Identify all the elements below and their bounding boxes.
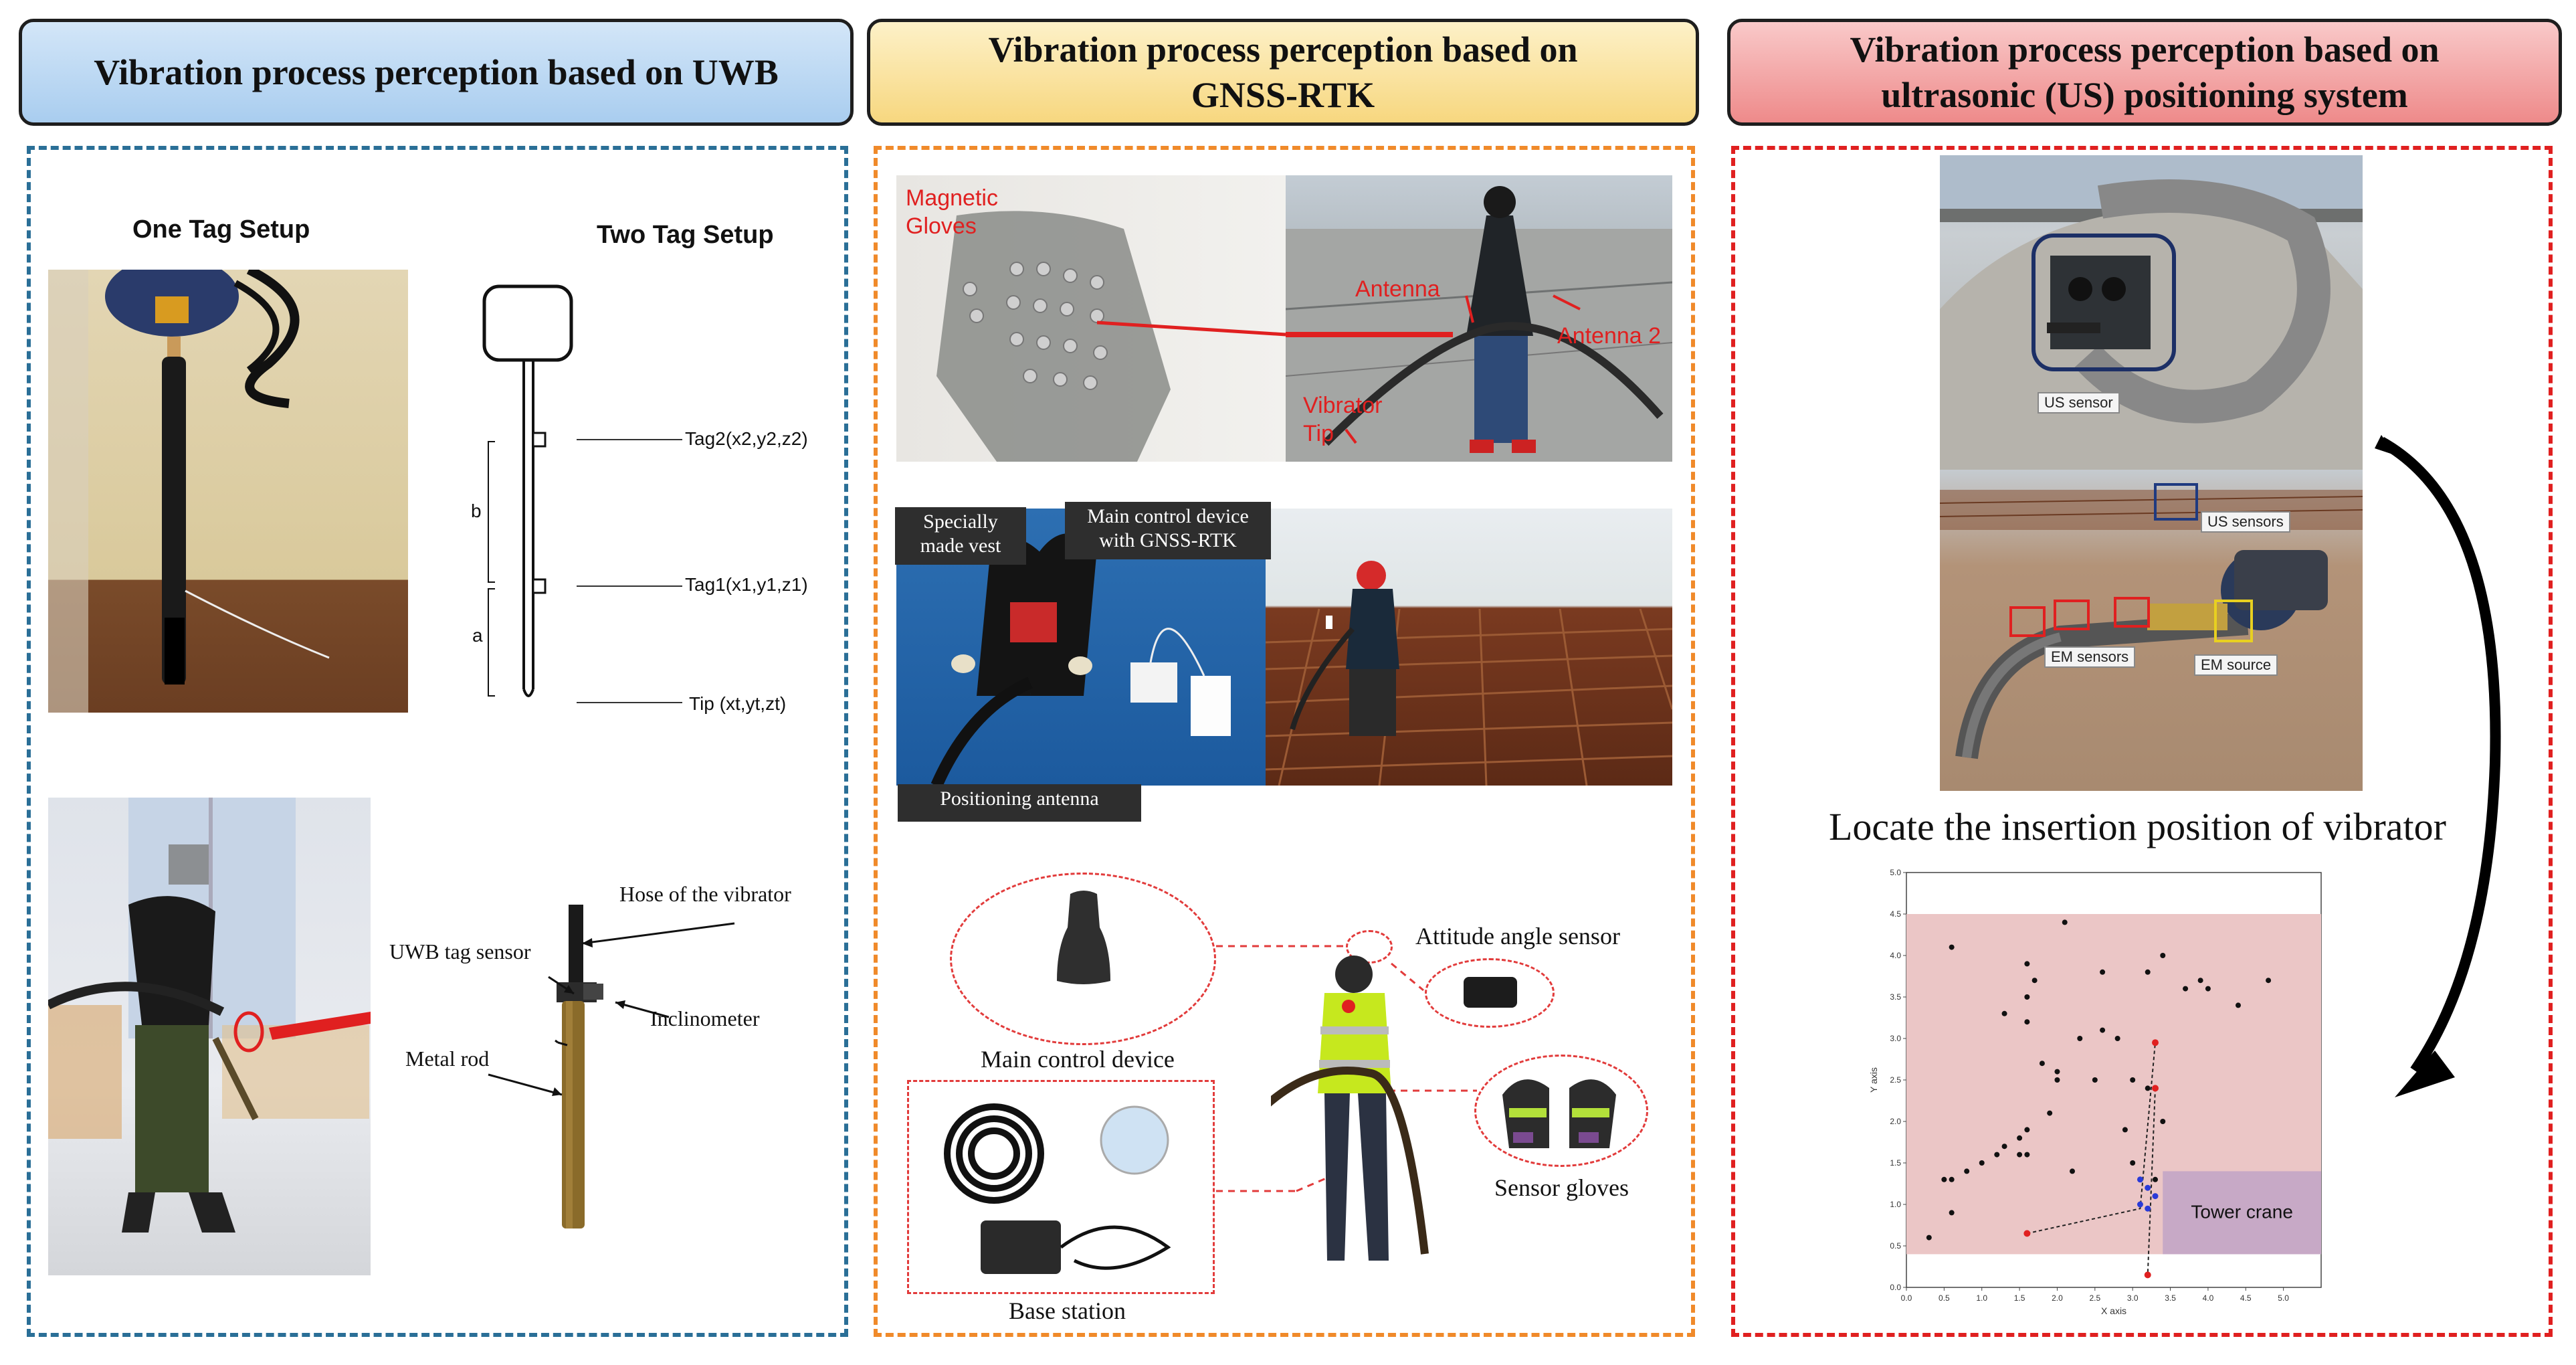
rod-leader-lines bbox=[468, 897, 803, 1071]
sensor-gloves-icon bbox=[1496, 1068, 1629, 1155]
black-point bbox=[1964, 1168, 1969, 1174]
inclinometer-label: Inclinometer bbox=[650, 1006, 760, 1030]
main-control-device-icon bbox=[1044, 887, 1124, 994]
x-tick-label: 2.0 bbox=[2052, 1293, 2063, 1303]
black-point bbox=[2054, 1069, 2060, 1075]
black-point bbox=[2070, 1168, 2075, 1174]
vest-label-1: Specially bbox=[923, 511, 998, 533]
x-tick-label: 1.5 bbox=[2013, 1293, 2025, 1303]
attitude-sensor-icon bbox=[1461, 972, 1521, 1012]
black-point bbox=[2160, 953, 2165, 958]
a-label: a bbox=[472, 625, 483, 646]
x-tick-label: 2.5 bbox=[2089, 1293, 2101, 1303]
x-tick-label: 0.5 bbox=[1939, 1293, 1950, 1303]
black-point bbox=[2002, 1011, 2007, 1016]
y-tick-label: 5.0 bbox=[1890, 868, 1901, 877]
black-point bbox=[2024, 994, 2029, 1000]
positioning-antenna-label: Positioning antenna bbox=[898, 784, 1141, 822]
x-axis-label: X axis bbox=[2100, 1305, 2127, 1316]
curved-arrow bbox=[2368, 428, 2515, 1097]
us-sensor-tag: US sensor bbox=[2038, 392, 2120, 414]
black-point bbox=[2130, 1160, 2135, 1166]
black-point bbox=[2115, 1036, 2120, 1041]
main-control-gnss-label-1: Main control device bbox=[1087, 505, 1249, 527]
two-tag-diagram bbox=[468, 274, 843, 729]
black-point bbox=[2266, 978, 2271, 983]
black-point bbox=[2062, 919, 2068, 925]
y-axis-label: Y axis bbox=[1868, 1067, 1879, 1093]
x-tick-label: 3.5 bbox=[2165, 1293, 2176, 1303]
black-point bbox=[2160, 1119, 2165, 1124]
main-control-device-label: Main control device bbox=[981, 1046, 1175, 1073]
black-point bbox=[1994, 1152, 1999, 1158]
blue-point bbox=[2145, 1206, 2151, 1212]
magnetic-gloves-label-2: Gloves bbox=[906, 213, 977, 239]
blue-point bbox=[2145, 1185, 2151, 1191]
black-point bbox=[2198, 978, 2203, 983]
attitude-sensor-label: Attitude angle sensor bbox=[1415, 923, 1620, 949]
black-point bbox=[2047, 1111, 2052, 1116]
black-point bbox=[2130, 1077, 2135, 1083]
black-point bbox=[2100, 970, 2105, 975]
black-point bbox=[2040, 1061, 2045, 1066]
us-sensor-photo bbox=[1940, 155, 2363, 470]
red-point bbox=[2152, 1039, 2159, 1046]
vibrator-tip-label-1: Vibrator bbox=[1303, 393, 1383, 418]
blue-point bbox=[2153, 1193, 2159, 1199]
vest-label bbox=[895, 507, 1026, 565]
base-station-label: Base station bbox=[1009, 1297, 1126, 1324]
em-sensor-photo bbox=[1940, 470, 2363, 791]
one-tag-photo bbox=[48, 270, 408, 713]
blue-point bbox=[2137, 1176, 2143, 1182]
tag1-label: Tag1(x1,y1,z1) bbox=[685, 574, 808, 595]
base-station-icon bbox=[914, 1087, 1208, 1287]
insertion-scatter-chart bbox=[1846, 863, 2328, 1318]
y-tick-label: 3.0 bbox=[1890, 1034, 1901, 1043]
black-point bbox=[2145, 1085, 2151, 1091]
y-tick-label: 0.5 bbox=[1890, 1241, 1901, 1251]
y-tick-label: 0.0 bbox=[1890, 1283, 1901, 1292]
metal-rod-label: Metal rod bbox=[405, 1046, 490, 1071]
black-point bbox=[2153, 1177, 2158, 1182]
black-point bbox=[1979, 1160, 1985, 1166]
two-tag-title: Two Tag Setup bbox=[597, 221, 774, 249]
em-sensors-tag: EM sensors bbox=[2044, 646, 2135, 668]
gnss-header-line1: Vibration process perception based on bbox=[988, 29, 1578, 70]
uwb-tag-label: UWB tag sensor bbox=[389, 939, 531, 964]
gnss-header bbox=[867, 19, 1699, 126]
y-tick-label: 4.5 bbox=[1890, 909, 1901, 919]
black-point bbox=[2077, 1036, 2082, 1041]
y-tick-label: 2.0 bbox=[1890, 1117, 1901, 1126]
black-point bbox=[2092, 1077, 2098, 1083]
us-header-line2: ultrasonic (US) positioning system bbox=[1881, 75, 2408, 115]
rebar-worker-photo bbox=[1266, 509, 1672, 786]
tower-crane-label: Tower crane bbox=[2191, 1201, 2293, 1222]
vibrator-tip-label-2: Tip bbox=[1303, 421, 1334, 446]
black-point bbox=[2236, 1002, 2241, 1008]
em-source-tag: EM source bbox=[2194, 654, 2278, 676]
black-point bbox=[1949, 1177, 1955, 1182]
us-sensors-tag: US sensors bbox=[2201, 511, 2290, 533]
vest-label-2: made vest bbox=[920, 535, 1001, 557]
red-point bbox=[2023, 1230, 2030, 1237]
tip-label: Tip (xt,yt,zt) bbox=[689, 693, 787, 714]
y-tick-label: 4.0 bbox=[1890, 951, 1901, 960]
tag2-label: Tag2(x2,y2,z2) bbox=[685, 428, 808, 449]
black-point bbox=[2024, 1019, 2029, 1024]
uwb-header bbox=[19, 19, 854, 126]
black-point bbox=[2024, 1152, 2029, 1158]
x-tick-label: 0.0 bbox=[1900, 1293, 1912, 1303]
y-tick-label: 1.5 bbox=[1890, 1158, 1901, 1168]
antenna-label: Antenna bbox=[1355, 276, 1440, 302]
y-tick-label: 1.0 bbox=[1890, 1200, 1901, 1209]
x-tick-label: 3.0 bbox=[2126, 1293, 2139, 1303]
b-label: b bbox=[471, 500, 482, 521]
y-tick-label: 3.5 bbox=[1890, 992, 1901, 1002]
blue-point bbox=[2137, 1202, 2143, 1208]
sensor-gloves-label: Sensor gloves bbox=[1494, 1174, 1629, 1201]
black-point bbox=[2205, 986, 2211, 992]
red-point bbox=[2145, 1271, 2151, 1278]
black-point bbox=[2017, 1152, 2022, 1158]
x-tick-label: 4.5 bbox=[2240, 1293, 2252, 1303]
locate-caption: Locate the insertion position of vibrator bbox=[1829, 805, 2446, 848]
main-control-gnss-label bbox=[1065, 502, 1271, 559]
black-point bbox=[2017, 1135, 2022, 1141]
metal-rod-leader bbox=[475, 1067, 609, 1107]
uwb-worker-photo bbox=[48, 798, 371, 1275]
black-point bbox=[1949, 945, 1955, 950]
x-tick-label: 5.0 bbox=[2278, 1293, 2289, 1303]
uwb-header-title: Vibration process perception based on UWB bbox=[94, 52, 779, 92]
y-tick-label: 2.5 bbox=[1890, 1075, 1901, 1085]
hose-label: Hose of the vibrator bbox=[619, 882, 791, 906]
gnss-worker-figure bbox=[1271, 939, 1445, 1274]
black-point bbox=[1926, 1235, 1932, 1241]
gnss-header-line2: GNSS-RTK bbox=[1191, 75, 1375, 115]
antenna2-label: Antenna 2 bbox=[1557, 323, 1662, 349]
us-header bbox=[1727, 19, 2562, 126]
black-point bbox=[2145, 970, 2151, 975]
black-point bbox=[2032, 978, 2038, 983]
black-point bbox=[2100, 1028, 2105, 1033]
black-point bbox=[2122, 1127, 2128, 1132]
black-point bbox=[2183, 986, 2188, 992]
main-control-gnss-label-2: with GNSS-RTK bbox=[1099, 529, 1237, 551]
black-point bbox=[2002, 1144, 2007, 1149]
x-tick-label: 1.0 bbox=[1976, 1293, 1988, 1303]
black-point bbox=[1949, 1210, 1955, 1215]
red-point bbox=[2152, 1085, 2159, 1091]
magnetic-gloves-label-1: Magnetic bbox=[906, 185, 998, 211]
black-point bbox=[2054, 1077, 2060, 1083]
black-point bbox=[2024, 1127, 2029, 1132]
x-tick-label: 4.0 bbox=[2202, 1293, 2214, 1303]
black-point bbox=[1941, 1177, 1947, 1182]
black-point bbox=[2024, 961, 2029, 966]
one-tag-title: One Tag Setup bbox=[132, 215, 310, 244]
us-header-line1: Vibration process perception based on bbox=[1850, 29, 2440, 70]
